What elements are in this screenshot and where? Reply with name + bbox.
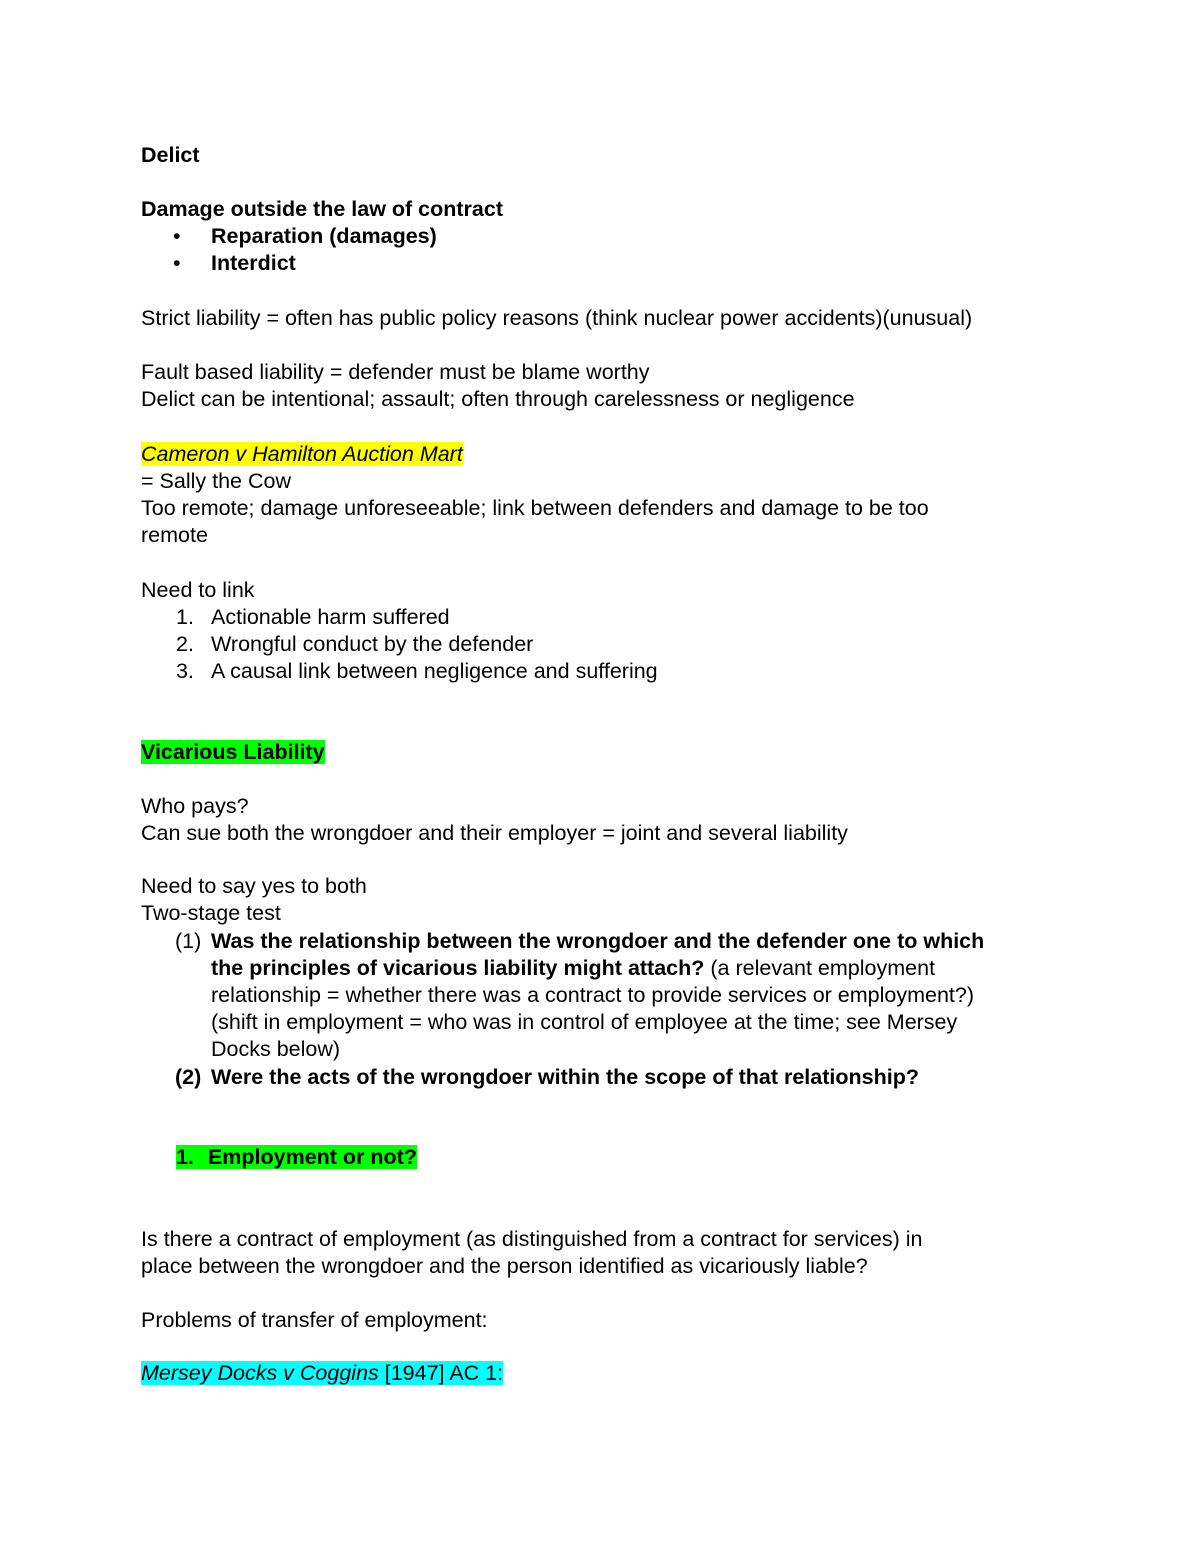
case-name-mersey: Mersey Docks v Coggins <box>141 1361 379 1385</box>
question-1-line-4: (shift in employment = who was in control of employee at the time; see Mersey <box>211 1010 958 1034</box>
list-item-harm: Actionable harm suffered <box>211 605 450 629</box>
case-cameron-line <box>141 441 463 468</box>
question-1-normal-part: (a relevant employment <box>704 956 936 980</box>
bullet-dot-1: • <box>173 224 181 248</box>
list-number-2: 2. <box>176 632 194 656</box>
question-1-line-2 <box>211 955 935 982</box>
employment-heading-line <box>176 1144 417 1171</box>
delict-intentional-text: Delict can be intentional; assault; often through carelessness or negligence <box>141 387 855 411</box>
doc-title: Delict <box>141 143 200 167</box>
vicarious-liability-heading: Vicarious Liability <box>141 740 325 764</box>
case-cameron-summary: = Sally the Cow <box>141 469 291 493</box>
case-cameron-remote-1: Too remote; damage unforeseeable; link between defenders and damage to be too <box>141 496 929 520</box>
case-cameron-remote-2: remote <box>141 523 208 547</box>
case-mersey-highlight <box>141 1361 503 1385</box>
employment-para-line-1: Is there a contract of employment (as distinguished from a contract for services) in <box>141 1227 923 1251</box>
list-item-conduct: Wrongful conduct by the defender <box>211 632 534 656</box>
can-sue-text: Can sue both the wrongdoer and their employer = joint and several liability <box>141 821 848 845</box>
question-2-text: Were the acts of the wrongdoer within the scope of that relationship? <box>211 1065 919 1089</box>
vicarious-heading-line <box>141 739 325 766</box>
question-1-line-3: relationship = whether there was a contract to provide services or employment?) <box>211 983 975 1007</box>
who-pays-text: Who pays? <box>141 794 249 818</box>
question-1-bold-part: the principles of vicarious liability might attach? <box>211 956 705 980</box>
list-item-causal: A causal link between negligence and suffering <box>211 659 658 683</box>
case-mersey-line <box>141 1360 503 1387</box>
employment-heading-number: 1. <box>176 1145 194 1169</box>
question-2-number: (2) <box>175 1065 202 1089</box>
employment-para-line-2: place between the wrongdoer and the person identified as vicariously liable? <box>141 1254 868 1278</box>
strict-liability-text: Strict liability = often has public policy reasons (think nuclear power accidents)(unusual) <box>141 306 973 330</box>
question-1-line-1: Was the relationship between the wrongdoer and the defender one to which <box>211 929 985 953</box>
list-number-3: 3. <box>176 659 194 683</box>
bullet-interdict: Interdict <box>211 251 296 275</box>
two-stage-text: Two-stage test <box>141 901 281 925</box>
fault-liability-text: Fault based liability = defender must be blame worthy <box>141 360 650 384</box>
question-1-line-5: Docks below) <box>211 1037 341 1061</box>
need-yes-text: Need to say yes to both <box>141 874 367 898</box>
list-number-1: 1. <box>176 605 194 629</box>
section-heading-damage: Damage outside the law of contract <box>141 197 503 221</box>
employment-heading <box>176 1145 417 1169</box>
case-name-cameron: Cameron v Hamilton Auction Mart <box>141 442 463 466</box>
bullet-reparation: Reparation (damages) <box>211 224 437 248</box>
bullet-dot-2: • <box>173 251 181 275</box>
problems-transfer-text: Problems of transfer of employment: <box>141 1308 488 1332</box>
need-to-link-intro: Need to link <box>141 578 255 602</box>
case-citation-mersey: [1947] AC 1: <box>378 1361 504 1385</box>
question-1-number: (1) <box>175 929 202 953</box>
employment-heading-text: Employment or not? <box>207 1145 417 1169</box>
